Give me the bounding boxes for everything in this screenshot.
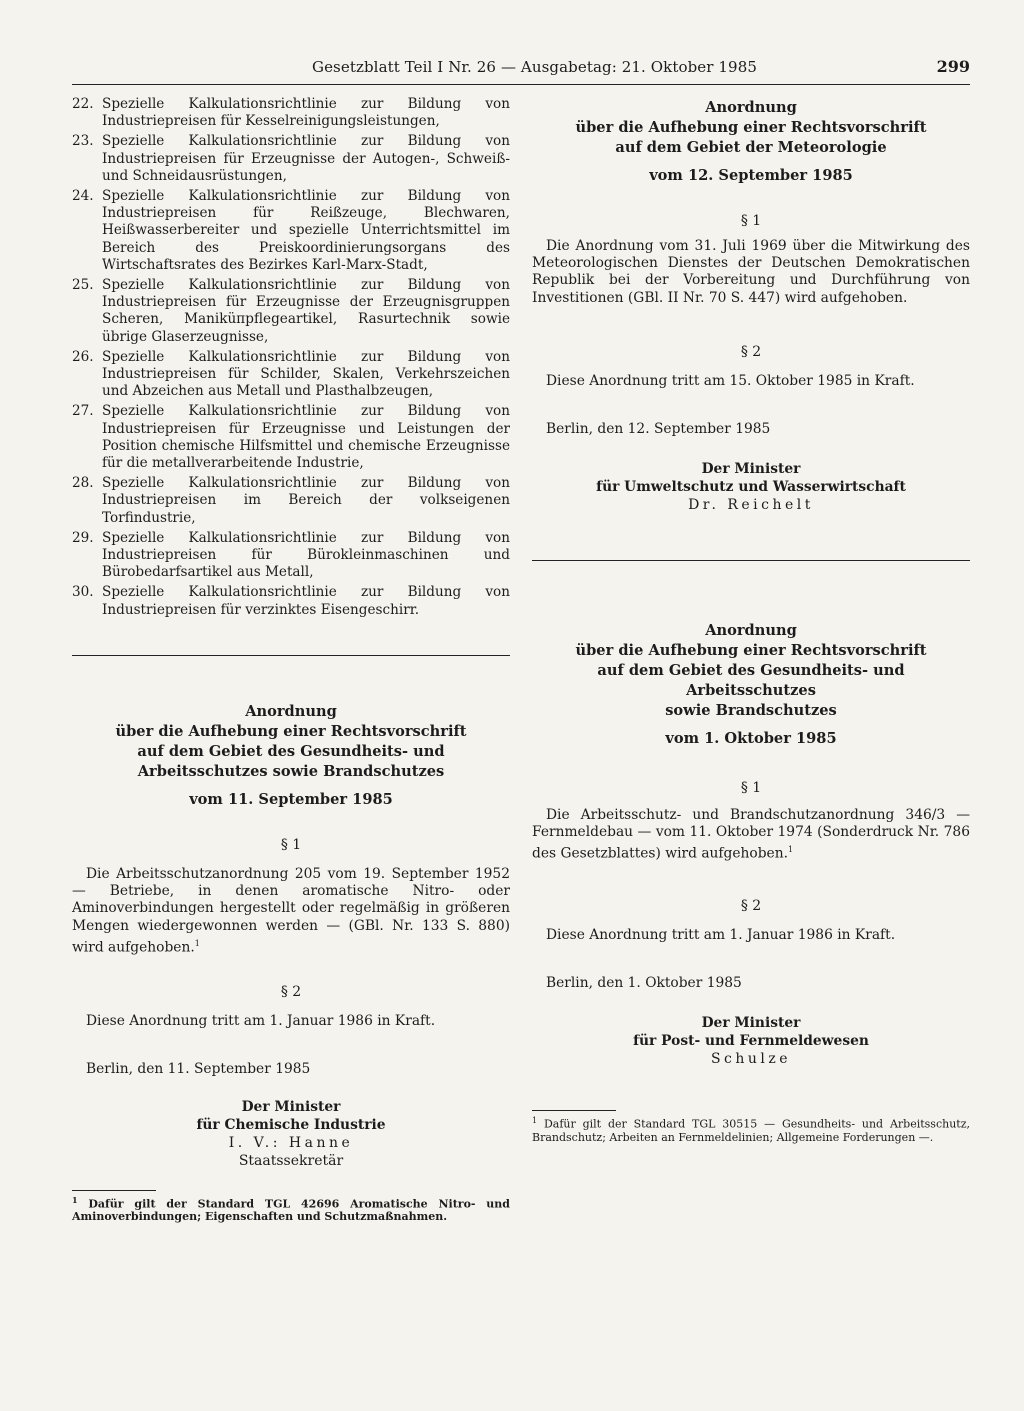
- list-item: [72, 475, 510, 527]
- section-1-body: Die Arbeitsschutz- und Brandschutzanordnung 346/3 — Fernmeldebau — vom 11. Oktober 1974 (Sonderdruck Nr. 786 des Gesetzblattes) wird aufgehoben.: [532, 807, 970, 863]
- list-item-text: Spezielle Kalkulationsrichtlinie zur Bildung von Industriepreisen für Bürokleinmaschinen und Bürobedarfsartikel aus Metall,: [102, 529, 510, 581]
- signer-name: I. V.: Hanne: [228, 1134, 354, 1151]
- list-item-text: Spezielle Kalkulationsrichtlinie zur Bildung von Industriepreisen für Reißzeuge, Blechwaren, Heißwasserbereiter und spezielle Unterrichtsmittel im Bereich des Preiskoordinierungsorgans des Wirtschaftsrates des Bezirkes Karl-Marx-Stadt,: [102, 188, 510, 273]
- signer-title: Der Minister: [701, 461, 801, 478]
- ordinance-date: vom 11. September 1985: [189, 790, 393, 808]
- signer-title: Der Minister: [701, 1015, 801, 1032]
- heading-line: über die Aufhebung einer Rechtsvorschrift: [575, 119, 927, 136]
- ordinance-health-safety-1: [72, 702, 510, 1223]
- heading-line: über die Aufhebung einer Rechtsvorschrift: [115, 722, 467, 740]
- section-2-text: Diese Anordnung tritt am 1. Januar 1986 in Kraft.: [546, 927, 896, 944]
- place-date: Berlin, den 11. September 1985: [86, 1060, 311, 1077]
- list-item-number: 22.: [72, 96, 94, 112]
- heading-line: auf dem Gebiet des Gesundheits- und Arbeitsschutzes: [597, 662, 905, 700]
- footnote-text: Dafür gilt der Standard TGL 30515 — Gesundheits- und Arbeitsschutz, Brandschutz; Arbeiten an Fernmeldelinien; Allgemeine Forderungen —.: [532, 1118, 970, 1145]
- list-item-text: Spezielle Kalkulationsrichtlinie zur Bildung von Industriepreisen für verzinktes Eisengeschirr.: [102, 584, 510, 618]
- list-item-number: 27.: [72, 403, 94, 420]
- ordinance-meteorology: [532, 98, 970, 514]
- list-item-number: 23.: [72, 133, 94, 150]
- footnote-text: Dafür gilt der Standard TGL 42696 Aromatische Nitro- und Aminoverbindungen; Eigenschaften und Schutzmaßnahmen.: [72, 1197, 510, 1224]
- footnote: [532, 1114, 970, 1144]
- list-item-text: Spezielle Kalkulationsrichtlinie zur Bildung von Industriepreisen für Schilder, Skalen, Verkehrszeichen und Abzeichen aus Metall und Plasthalbzeugen,: [102, 348, 510, 400]
- list-item-number: 25.: [72, 277, 94, 294]
- signer-department: für Chemische Industrie: [196, 1116, 386, 1133]
- page-number: 299: [936, 57, 970, 76]
- list-item: [72, 133, 510, 185]
- section-1-text: Die Anordnung vom 31. Juli 1969 über die Mitwirkung des Meteorologischen Dienstes der Deutschen Demokratischen Republik bei der Vorbereitung und Durchführung von Investitionen (GBl. II Nr. 70 S. 447) wird aufgehoben.: [532, 238, 970, 306]
- ordinance-health-safety-2: [532, 621, 970, 1144]
- guideline-list: [72, 96, 510, 619]
- footnote: [72, 1194, 510, 1224]
- signer-department: für Post- und Fernmeldewesen: [633, 1033, 869, 1050]
- heading-line: Anordnung: [245, 702, 337, 720]
- left-column: [72, 96, 510, 1223]
- place-date: Berlin, den 1. Oktober 1985: [546, 975, 742, 992]
- heading-line: Anordnung: [705, 99, 797, 116]
- right-column: [532, 98, 970, 1144]
- list-item: [72, 188, 510, 274]
- list-item-number: 28.: [72, 475, 94, 492]
- footnote-mark: 1: [72, 1194, 78, 1205]
- section-1-text: [532, 807, 970, 863]
- list-item-number: 26.: [72, 348, 94, 365]
- list-item-number: 29.: [72, 529, 94, 546]
- footnote-ref: 1: [788, 845, 794, 855]
- signature-block: [532, 460, 970, 514]
- heading-line: Arbeitsschutzes sowie Brandschutzes: [137, 762, 445, 780]
- ordinance-heading: [532, 621, 970, 721]
- signature-block: [532, 1014, 970, 1068]
- signature-block: [72, 1098, 510, 1170]
- list-item-text: Spezielle Kalkulationsrichtlinie zur Bildung von Industriepreisen für Kesselreinigungsleistungen,: [102, 96, 510, 130]
- list-item: [72, 277, 510, 346]
- section-2-sign: § 2: [740, 343, 762, 360]
- heading-line: Anordnung: [705, 622, 797, 640]
- heading-line: auf dem Gebiet der Meteorologie: [615, 139, 887, 156]
- place-date: Berlin, den 12. September 1985: [546, 421, 771, 438]
- section-2-text: Diese Anordnung tritt am 15. Oktober 1985 in Kraft.: [546, 372, 915, 389]
- list-item-number: 30.: [72, 584, 94, 601]
- heading-line: über die Aufhebung einer Rechtsvorschrift: [575, 642, 927, 660]
- footnote-rule: [532, 1110, 616, 1111]
- signer-department: für Umweltschutz und Wasserwirtschaft: [596, 479, 906, 496]
- list-item: [72, 96, 510, 130]
- footnote-rule: [72, 1190, 156, 1191]
- signer-role: Staatssekretär: [238, 1152, 344, 1169]
- section-1-text: [72, 866, 510, 957]
- section-divider: [532, 560, 970, 561]
- list-item-text: Spezielle Kalkulationsrichtlinie zur Bildung von Industriepreisen für Erzeugnisse der Erzeugnisgruppen Scheren, Maniküпpflegeartikel, Rasurtechnik sowie übrige Glaserzeugnisse,: [102, 277, 510, 345]
- ordinance-date: vom 1. Oktober 1985: [665, 730, 837, 748]
- list-item-text: Spezielle Kalkulationsrichtlinie zur Bildung von Industriepreisen für Erzeugnisse der Autogen-, Schweiß- und Schneidausrüstungen,: [102, 133, 510, 184]
- signer-title: Der Minister: [241, 1098, 341, 1115]
- section-2-sign: § 2: [740, 898, 762, 915]
- list-item: [72, 349, 510, 401]
- section-1-sign: § 1: [740, 213, 762, 229]
- page-header: [72, 56, 970, 85]
- list-item-text: Spezielle Kalkulationsrichtlinie zur Bildung von Industriepreisen im Bereich der volkseigenen Torfindustrie,: [102, 475, 510, 526]
- list-item: [72, 530, 510, 582]
- list-item: [72, 403, 510, 472]
- footnote-block: [532, 1110, 970, 1144]
- ordinance-date: vom 12. September 1985: [649, 167, 853, 184]
- section-1-sign: § 1: [740, 780, 762, 797]
- ordinance-heading: [532, 98, 970, 158]
- signer-name: Schulze: [710, 1051, 792, 1068]
- footnote-ref: 1: [194, 938, 200, 948]
- section-1-sign: § 1: [280, 836, 302, 853]
- footnote-block: [72, 1190, 510, 1224]
- gazette-title: Gesetzblatt Teil I Nr. 26 — Ausgabetag: 21. Oktober 1985: [312, 58, 757, 76]
- heading-line: sowie Brandschutzes: [665, 702, 837, 720]
- section-2-sign: § 2: [280, 983, 302, 1000]
- section-divider: [72, 655, 510, 656]
- section-2-text: Diese Anordnung tritt am 1. Januar 1986 in Kraft.: [86, 1012, 436, 1029]
- footnote-mark: 1: [532, 1116, 538, 1126]
- ordinance-heading: [72, 702, 510, 782]
- section-1-body: Die Arbeitsschutzanordnung 205 vom 19. September 1952 — Betriebe, in denen aromatische Nitro- oder Aminoverbindungen hergestellt oder regelmäßig in größeren Mengen wiedergewonnen werden — (GBl. Nr. 133 S. 880) wird aufgehoben.: [72, 865, 510, 956]
- heading-line: auf dem Gebiet des Gesundheits- und: [137, 742, 445, 760]
- list-item: [72, 584, 510, 618]
- list-item-text: Spezielle Kalkulationsrichtlinie zur Bildung von Industriepreisen für Erzeugnisse und Leistungen der Position chemische Hilfsmittel und chemische Erzeugnisse für die metallverarbeitende Industrie,: [102, 403, 510, 472]
- list-item-number: 24.: [72, 188, 94, 205]
- signer-name: Dr. Reichelt: [688, 497, 814, 514]
